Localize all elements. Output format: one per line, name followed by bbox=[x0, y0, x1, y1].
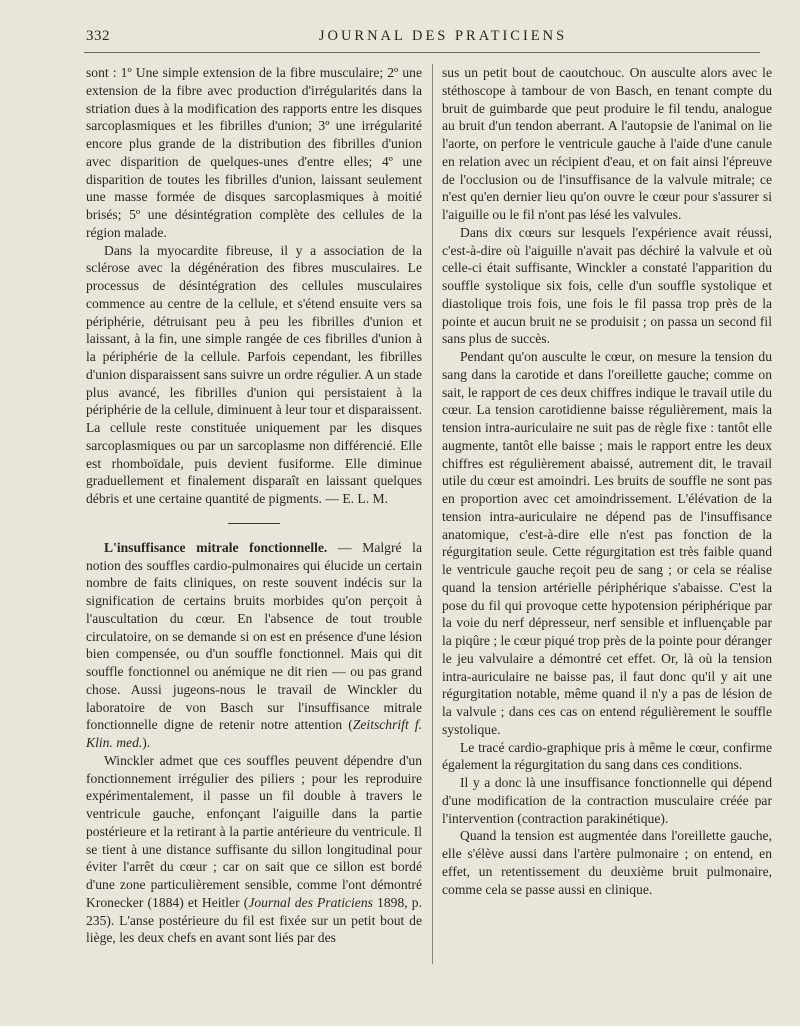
paragraph: Dans dix cœurs sur lesquels l'expérience avait réussi, c'est-à-dire où l'aiguille n'avait pas déchiré la valvule et où celle-ci était suffisante, Winckler a constaté l'apparition du souffle systolique six fois, celle d'un souffle systolique et diastolique trois fois, une fois le fil passa trop près de la pointe et aucun bruit ne se produisit ; on passa un second fil sans plus de succès. bbox=[442, 224, 772, 347]
paragraph-text: 1898, p. 235). L'anse postérieure du fil est fixée sur un petit bout de liège, les deux chefs en avant sont liés par des bbox=[86, 894, 422, 946]
paragraph: sus un petit bout de caoutchouc. On ausculte alors avec le stéthoscope à tambour de von Basch, en tenant compte du bruit de guimbarde que peut produire le fil tendu, analogue au bruit d'un tendon aberrant. A l'autopsie de l'animal on lie l'aorte, on perfore le ventricule gauche à l'aide d'une canule en relation avec un récipient d'eau, et on fait ainsi l'épreuve de l'occlusion ou de l'insuffisance de la valvule mitrale; ce n'est qu'en dernier lieu qu'on ouvre le cœur pour s'assurer si l'aiguille ou le fil n'ont pas lésé les valvules. bbox=[442, 65, 772, 222]
paragraph bbox=[86, 752, 422, 947]
paragraph: Le tracé cardio-graphique pris à même le cœur, confirme également la régurgitation du sang dans ces conditions. bbox=[442, 739, 772, 773]
paragraph: Pendant qu'on ausculte le cœur, on mesure la tension du sang dans la carotide et dans l'oreillette gauche; comme on sait, le rapport de ces deux chiffres indique le travail utile du cœur. La tension carotidienne baisse régulièrement, mais la tension intra-auriculaire ne suit pas de règle fixe : tantôt elle augmente, tantôt elle baisse ; mais le rapport entre les deux chiffres est régulièrement abaissé, autrement dit, le travail utile du cœur est amoindri. Les bruits de souffle ne sont pas en proportion avec cet amoindrissement. L'élévation de la tension intra-auriculaire ne dépend pas de l'insuffisance anatomique, c'est-à-dire elle n'est pas fonction de la régurgitation seule. Cette régurgitation est très faible quand le ventricule gauche reçoit peu de sang ; or cela se réalise quand la tension artérielle périphérique s'abaisse. C'est la pose du fil qui provoque cette hypotension périphérique par la voie du nerf dépresseur, nerf sensible et influençable par la piqûre ; le cœur piqué trop près de la pointe pour déranger le jeu valvulaire a démontré cet effet. Or, là où la tension intra-auriculaire ne baisse pas, il faut donc qu'il y ait une régurgitation notable, même quand il n'y a pas de lésion de la valvule ; dans ces cas on entend régulièrement le souffle systolique. bbox=[442, 349, 772, 737]
journal-citation: Journal des Praticiens bbox=[248, 894, 373, 910]
left-column bbox=[86, 64, 422, 947]
paragraph bbox=[86, 242, 422, 508]
column-divider bbox=[432, 64, 433, 964]
paragraph: Quand la tension est augmentée dans l'oreillette gauche, elle s'élève aussi dans l'artère pulmonaire ; on entend, en effet, un retentissement du deuxième bruit pulmonaire, comme cela se passe aussi en clinique. bbox=[442, 828, 772, 897]
paragraph: Il y a donc là une insuffisance fonctionnelle qui dépend d'une modification de la contraction musculaire créée par l'intervention (contraction parakinétique). bbox=[442, 775, 772, 826]
paragraph-text: Dans la myocardite fibreuse, il y a association de la sclérose avec la dégénération des fibres musculaires. Le processus de désintégration des cellules musculaires commence au centre de la cellule, et s'étend ensuite vers sa périphérie, détruisant peu à peu les fibrilles d'union et laissant, à la fin, une simple rangée de ces fibrilles d'union à la périphérie de la cellule. Parfois cependant, les fibrilles d'union disparaissent sans suivre un ordre régulier. A un stade plus avancé, les fibrilles d'union qui persistaient à la périphérie de la cellule, diminuent à leur tour et disparaissent. La cellule reste constituée uniquement par les disques sarcoplasmiques ou par un sarcoplasme non différencié. Elle est rhomboïdale, puis devient fusiforme. Elle diminue graduellement et finalement disparaît en laissant quelques débris et une certaine quantité de pigments. bbox=[86, 242, 422, 506]
paragraph-text: ). bbox=[142, 735, 151, 750]
article-title: L'insuffisance mitrale fonctionnelle. bbox=[104, 539, 328, 555]
author-signature: — E. L. M. bbox=[325, 491, 389, 506]
paragraph bbox=[86, 539, 422, 752]
page-header bbox=[86, 28, 760, 52]
page-number: 332 bbox=[86, 28, 110, 44]
paragraph-text: — Malgré la notion des souffles cardio-pulmonaires qui élucide un certain nombre de faits cliniques, on reste souvent indécis sur la signification de certains bruits morbides qu'on perçoit à l'auscultation du cœur. En l'absence de tout trouble circulatoire, on se demande si on est en présence d'une lésion bien compensée, ou d'un souffle fonctionnel. Mais qui dit souffle fonctionnel ou anémique ne dit rien — ou pas grand chose. Aussi jugeons-nous le travail de Winckler du laboratoire de von Basch sur l'insuffisance mitrale fonctionnelle digne de retenir notre attention ( bbox=[86, 539, 422, 733]
section-divider bbox=[228, 523, 280, 524]
paragraph-text: Winckler admet que ces souffles peuvent dépendre d'un fonctionnement irrégulier des piliers ; pour les reproduire expérimentalement, il passe un fil double à travers le ventricule gauche, enfonçant l'aiguille dans la partie postérieure et la retirant à la partie antérieure du ventricule. Il se tient à une distance suffisante du sillon longitudinal pour éviter l'arrêt du cœur ; car on sait que ce sillon est bordé d'une zone particulièrement sensible, comme l'ont démontré Kronecker (1884) et Heitler ( bbox=[86, 752, 422, 910]
right-column bbox=[442, 64, 772, 898]
source-citation: Zeitschrift f. Klin. med. bbox=[86, 717, 422, 750]
paragraph: sont : 1º Une simple extension de la fibre musculaire; 2º une extension de la fibre avec production d'irrégularités dans la striation dues à la modification des rapports entre les disques sarcoplasmiques et les fibrilles d'union; 3º une irrégularité encore plus grande de la distribution des fibrilles d'union avec disparition de quelques-unes d'entre elles; 4º une disparition de toutes les fibrilles d'union, laissant seulement une masse formée de disques sarcoplasmiques à moitié brisés; 5º une désintégration complète des cellules de la région malade. bbox=[86, 65, 422, 240]
header-rule bbox=[84, 52, 760, 53]
running-title: JOURNAL DES PRATICIENS bbox=[318, 28, 568, 44]
